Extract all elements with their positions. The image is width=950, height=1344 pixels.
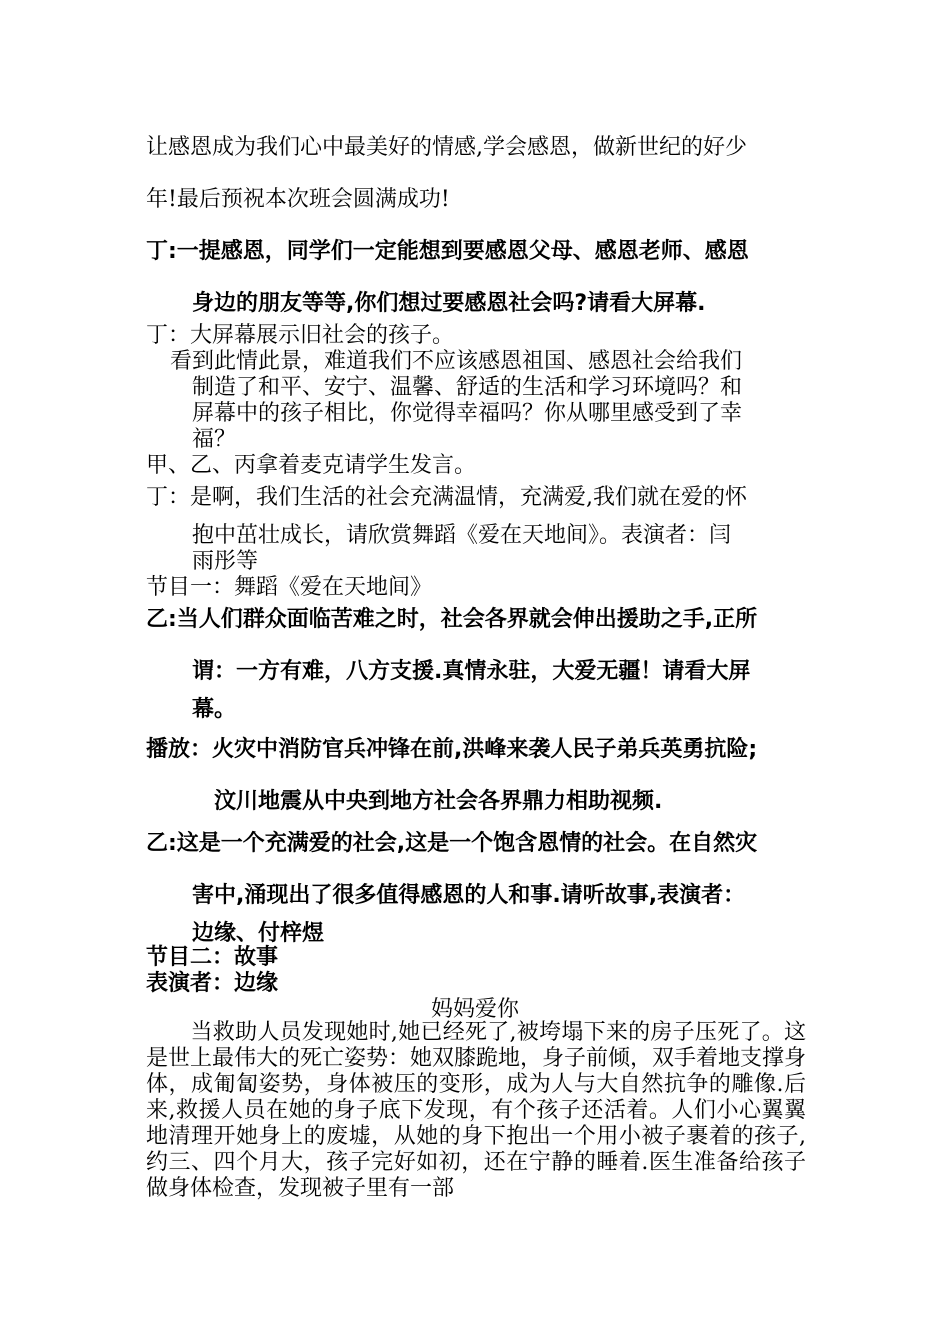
paragraph-line: 边缘、付梓煜 [192, 921, 325, 946]
paragraph-line: 汶川地震从中央到地方社会各界鼎力相助视频. [214, 789, 663, 814]
story-title: 妈妈爱你 [430, 997, 519, 1022]
paragraph-line: 乙:当人们群众面临苦难之时，社会各界就会伸出援助之手,正所 [146, 607, 758, 632]
paragraph-line: 表演者：边缘 [146, 971, 279, 996]
paragraph-line: 丁：大屏幕展示旧社会的孩子。 [146, 323, 455, 348]
story-body: 当救助人员发现她时,她已经死了,被垮塌下来的房子压死了。这是世上最伟大的死亡姿势：她双膝跪地，身子前倾，双手着地支撑身体，成匍匐姿势，身体被压的变形，成为人与大自然抗争的雕像.后来,救援人员在她的身子底下发现，有个孩子还活着。人们小心翼翼地清理开她身上的废墟，从她的身下抱出一个用小被子裹着的孩子,约三、四个月大，孩子完好如初，还在宁静的睡着.医生准备给孩子做身体检查，发现被子里有一部 [146, 1020, 807, 1201]
paragraph-line: 年!最后预祝本次班会圆满成功! [146, 187, 450, 212]
paragraph-line: 看到此情此景，难道我们不应该感恩祖国、感恩社会给我们 [170, 349, 743, 374]
paragraph-line: 谓：一方有难，八方支援.真情永驻，大爱无疆！请看大屏 [192, 659, 751, 684]
paragraph-line: 福？ [192, 427, 237, 452]
paragraph-line: 身边的朋友等等,你们想过要感恩社会吗?请看大屏幕. [192, 291, 706, 316]
paragraph-line: 丁:一提感恩，同学们一定能想到要感恩父母、感恩老师、感恩 [146, 239, 749, 264]
paragraph-line: 甲、乙、丙拿着麦克请学生发言。 [146, 453, 477, 478]
paragraph-line: 幕。 [192, 697, 237, 722]
paragraph-line: 节目二：故事 [146, 945, 279, 970]
paragraph-line: 制造了和平、安宁、温馨、舒适的生活和学习环境吗？和 [192, 375, 743, 400]
paragraph-line: 乙:这是一个充满爱的社会,这是一个饱含恩情的社会。在自然灾 [146, 831, 758, 856]
paragraph-line: 雨彤等 [192, 549, 259, 574]
paragraph-line: 丁：是啊，我们生活的社会充满温情，充满爱,我们就在爱的怀 [146, 485, 747, 510]
paragraph-line: 抱中茁壮成长，请欣赏舞蹈《爱在天地间》。表演者：闫 [192, 523, 732, 548]
paragraph-line: 播放：火灾中消防官兵冲锋在前,洪峰来袭人民子弟兵英勇抗险; [146, 737, 758, 762]
paragraph-line: 害中,涌现出了很多值得感恩的人和事.请听故事,表演者： [192, 883, 746, 908]
paragraph-line: 节目一：舞蹈《爱在天地间》 [146, 575, 433, 600]
paragraph-line: 屏幕中的孩子相比，你觉得幸福吗？你从哪里感受到了幸 [192, 401, 743, 426]
paragraph-line: 让感恩成为我们心中最美好的情感,学会感恩，做新世纪的好少 [146, 135, 747, 160]
